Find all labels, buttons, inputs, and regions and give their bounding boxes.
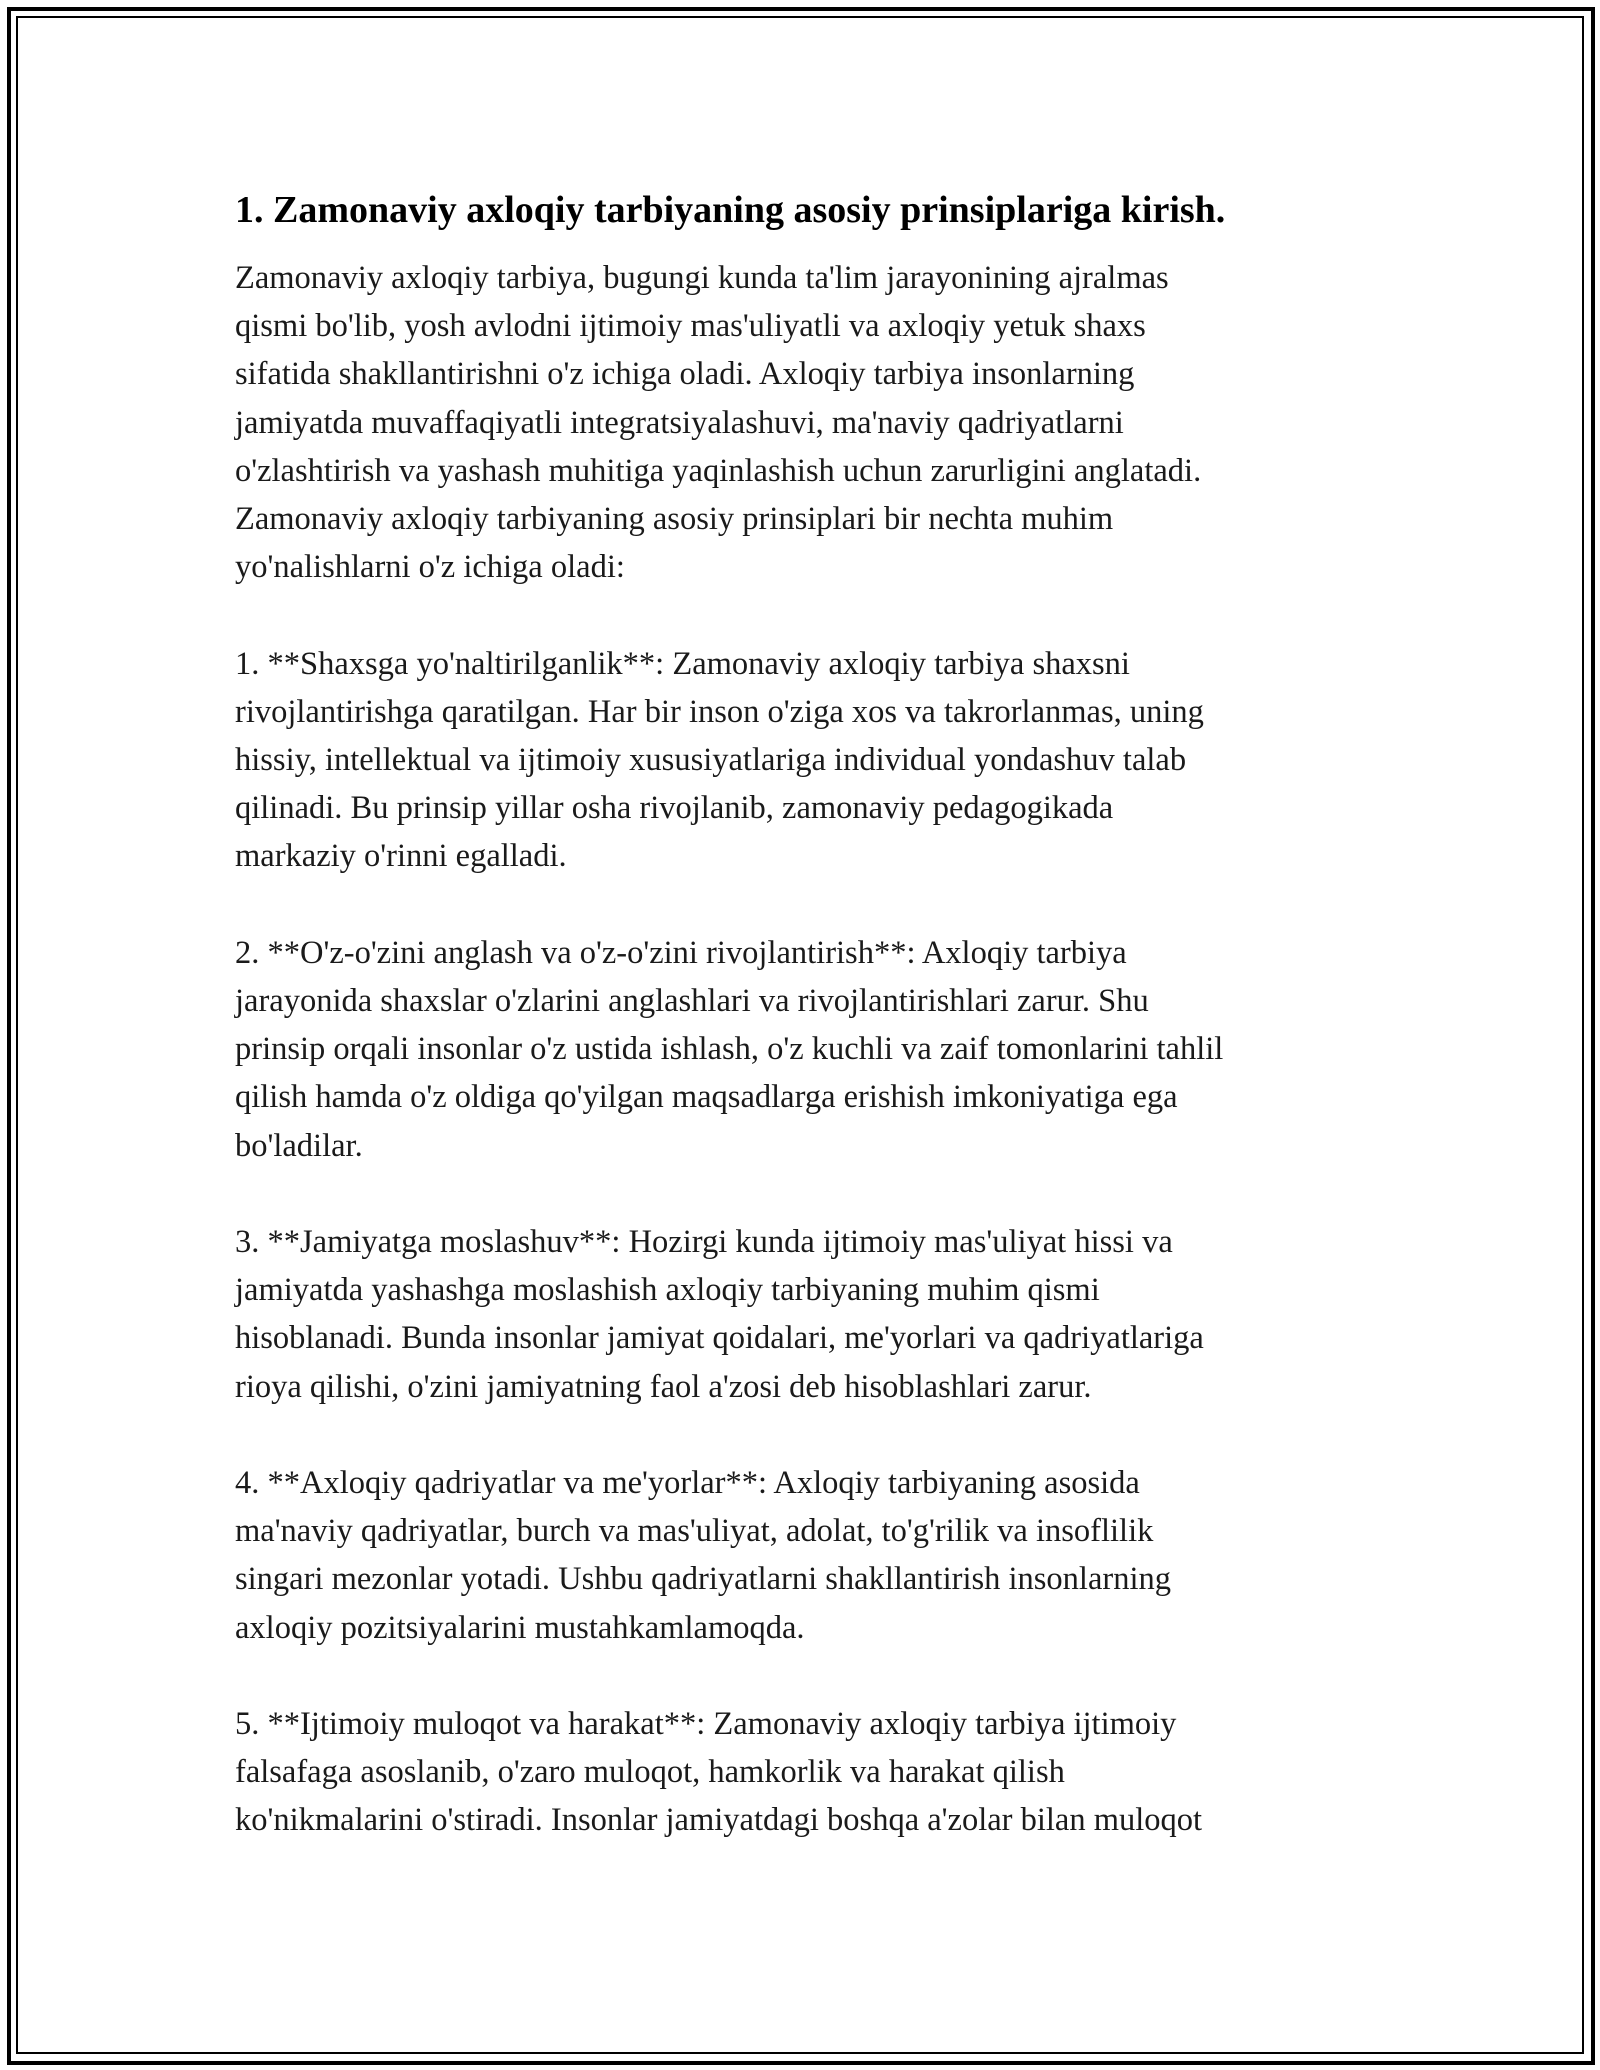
paragraph-line: bo'ladilar. xyxy=(235,1127,363,1164)
paragraph-line: rivojlantirishga qaratilgan. Har bir inson o'ziga xos va takrorlanmas, uning xyxy=(235,693,1204,730)
paragraph-line: 5. **Ijtimoiy muloqot va harakat**: Zamonaviy axloqiy tarbiya ijtimoiy xyxy=(235,1706,1177,1743)
paragraph-line: jarayonida shaxslar o'zlarini anglashlari va rivojlantirishlari zarur. Shu xyxy=(235,983,1149,1020)
paragraph-line: hissiy, intellektual va ijtimoiy xususiyatlariga individual yondashuv talab xyxy=(235,742,1187,779)
paragraph-line: sifatida shakllantirishni o'z ichiga oladi. Axloqiy tarbiya insonlarning xyxy=(235,356,1135,393)
paragraph-line: qismi bo'lib, yosh avlodni ijtimoiy mas'uliyatli va axloqiy yetuk shaxs xyxy=(235,308,1146,345)
document-page xyxy=(235,185,1365,1845)
paragraph-line: qilinadi. Bu prinsip yillar osha rivojlanib, zamonaviy pedagogikada xyxy=(235,790,1114,827)
paragraph-line: jamiyatda yashashga moslashish axloqiy tarbiyaning muhim qismi xyxy=(235,1272,1100,1309)
paragraph-line: axloqiy pozitsiyalarini mustahkamlamoqda. xyxy=(235,1609,805,1646)
section-heading: 1. Zamonaviy axloqiy tarbiyaning asosiy prinsiplariga kirish. xyxy=(235,189,1226,231)
principle-paragraph-1 xyxy=(235,640,1365,881)
paragraph-line: 3. **Jamiyatga moslashuv**: Hozirgi kunda ijtimoiy mas'uliyat hissi va xyxy=(235,1224,1173,1261)
paragraph-line: hisoblanadi. Bunda insonlar jamiyat qoidalari, me'yorlari va qadriyatlariga xyxy=(235,1320,1204,1357)
paragraph-line: 4. **Axloqiy qadriyatlar va me'yorlar**: Axloqiy tarbiyaning asosida xyxy=(235,1465,1140,1502)
paragraph-line: yo'nalishlarni o'z ichiga oladi: xyxy=(235,549,625,586)
paragraph-line: o'zlashtirish va yashash muhitiga yaqinlashish uchun zarurligini anglatadi. xyxy=(235,452,1202,489)
principle-paragraph-2 xyxy=(235,929,1365,1170)
paragraph-line: singari mezonlar yotadi. Ushbu qadriyatlarni shakllantirish insonlarning xyxy=(235,1561,1171,1598)
paragraph-line: ma'naviy qadriyatlar, burch va mas'uliyat, adolat, to'g'rilik va insoflilik xyxy=(235,1513,1154,1550)
paragraph-line: prinsip orqali insonlar o'z ustida ishlash, o'z kuchli va zaif tomonlarini tahlil xyxy=(235,1031,1224,1068)
principle-paragraph-5 xyxy=(235,1700,1365,1845)
paragraph-line: jamiyatda muvaffaqiyatli integratsiyalashuvi, ma'naviy qadriyatlarni xyxy=(235,404,1124,441)
paragraph-line: Zamonaviy axloqiy tarbiya, bugungi kunda ta'lim jarayonining ajralmas xyxy=(235,260,1169,296)
paragraph-line: 1. **Shaxsga yo'naltirilganlik**: Zamonaviy axloqiy tarbiya shaxsni xyxy=(235,645,1130,682)
intro-paragraph xyxy=(235,254,1365,591)
paragraph-line: rioya qilishi, o'zini jamiyatning faol a'zosi deb hisoblashlari zarur. xyxy=(235,1368,1092,1405)
paragraph-line: Zamonaviy axloqiy tarbiyaning asosiy prinsiplari bir nechta muhim xyxy=(235,501,1114,538)
principle-paragraph-4 xyxy=(235,1459,1365,1652)
principle-paragraph-3 xyxy=(235,1218,1365,1411)
paragraph-line: markaziy o'rinni egalladi. xyxy=(235,838,567,875)
paragraph-line: falsafaga asoslanib, o'zaro muloqot, hamkorlik va harakat qilish xyxy=(235,1754,1065,1791)
paragraph-line: qilish hamda o'z oldiga qo'yilgan maqsadlarga erishish imkoniyatiga ega xyxy=(235,1079,1178,1116)
paragraph-line: 2. **O'z-o'zini anglash va o'z-o'zini rivojlantirish**: Axloqiy tarbiya xyxy=(235,934,1127,971)
paragraph-line: ko'nikmalarini o'stiradi. Insonlar jamiyatdagi boshqa a'zolar bilan muloqot xyxy=(235,1802,1203,1839)
